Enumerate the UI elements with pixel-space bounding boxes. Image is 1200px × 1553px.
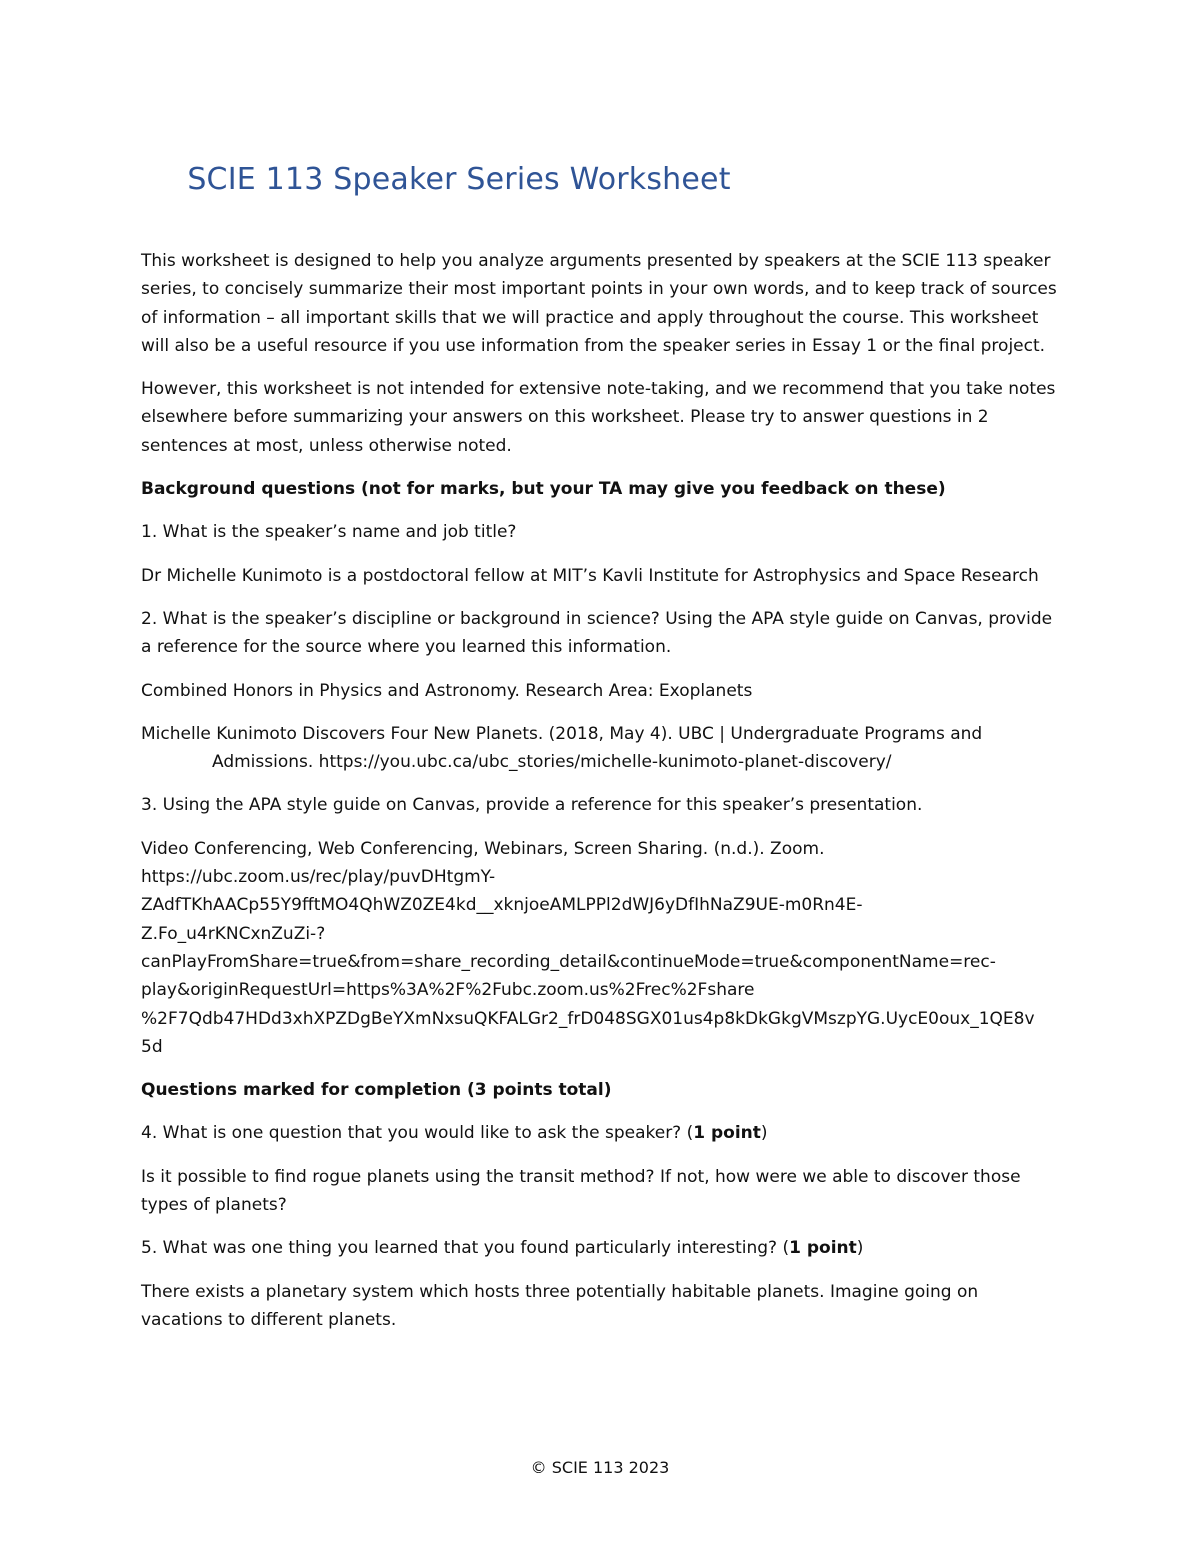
question-2: 2. What is the speaker’s discipline or background in science? Using the APA style guide on Canvas, provide a reference for the source where you learned this information. [141,608,1053,658]
footer-copyright: © SCIE 113 2023 [530,1458,670,1477]
reference-3-line: %2F7Qdb47HDd3xhXPZDgBeYXmNxsuQKFALGr2_frD048SGX01us4p8kDkGkgVMszpYG.UycE0oux_1QE8v [141,1008,1035,1029]
question-5-points: 1 point [789,1238,857,1259]
reference-3 [141,835,1061,1061]
intro-paragraph: However, this worksheet is not intended for extensive note-taking, and we recommend that you take notes elsewhere before summarizing your answers on this worksheet. Please try to answer questions in 2 sentences at most, unless otherwise noted. [141,379,1056,456]
question-5-close: ) [856,1238,864,1259]
question-4-close: ) [760,1123,768,1144]
answer-2: Combined Honors in Physics and Astronomy. Research Area: Exoplanets [141,680,753,701]
question-4 [141,1119,1061,1147]
page-title: SCIE 113 Speaker Series Worksheet [187,162,731,197]
answer-5: There exists a planetary system which hosts three potentially habitable planets. Imagine going on vacations to different planets. [141,1281,979,1330]
answer-4: Is it possible to find rogue planets using the transit method? If not, how were we able to discover those types of planets? [141,1166,1021,1216]
background-heading: Background questions (not for marks, but your TA may give you feedback on these) [141,479,946,500]
reference-3-line: 5d [141,1036,163,1057]
reference-3-line: canPlayFromShare=true&from=share_recording_detail&continueMode=true&componentName=rec- [141,951,996,972]
question-5-text: 5. What was one thing you learned that you found particularly interesting? ( [141,1238,790,1259]
reference-3-line: ZAdfTKhAACp55Y9fftMO4QhWZ0ZE4kd__xknjoeAMLPPl2dWJ6yDfIhNaZ9UE-m0Rn4E- [141,895,863,916]
question-5 [141,1234,1061,1262]
question-3: 3. Using the APA style guide on Canvas, provide a reference for this speaker’s presentation. [141,795,923,816]
answer-1: Dr Michelle Kunimoto is a postdoctoral fellow at MIT’s Kavli Institute for Astrophysics and Space Research [141,565,1039,586]
reference-3-line: https://ubc.zoom.us/rec/play/puvDHtgmY- [141,867,496,888]
reference-3-line: Video Conferencing, Web Conferencing, Webinars, Screen Sharing. (n.d.). Zoom. [141,838,825,859]
reference-2: Michelle Kunimoto Discovers Four New Planets. (2018, May 4). UBC | Undergraduate Programs and Admissions. https://you.ubc.ca/ubc_stories/michelle-kunimoto-planet-discovery/ [141,723,983,773]
document-body [141,247,1061,1349]
question-4-text: 4. What is one question that you would like to ask the speaker? ( [141,1123,694,1144]
question-4-points: 1 point [693,1123,761,1144]
intro-paragraph: This worksheet is designed to help you analyze arguments presented by speakers at the SCIE 113 speaker series, to concisely summarize their most important points in your own words, and to keep track of sources of information – all important skills that we will practice and apply throughout the course. This worksheet will also be a useful resource if you use information from the speaker series in Essay 1 or the final project. [141,251,1057,356]
completion-heading: Questions marked for completion (3 points total) [141,1080,612,1101]
question-1: 1. What is the speaker’s name and job title? [141,522,517,543]
reference-3-line: play&originRequestUrl=https%3A%2F%2Fubc.zoom.us%2Frec%2Fshare [141,980,755,1001]
reference-3-line: Z.Fo_u4rKNCxnZuZi-? [141,923,326,944]
